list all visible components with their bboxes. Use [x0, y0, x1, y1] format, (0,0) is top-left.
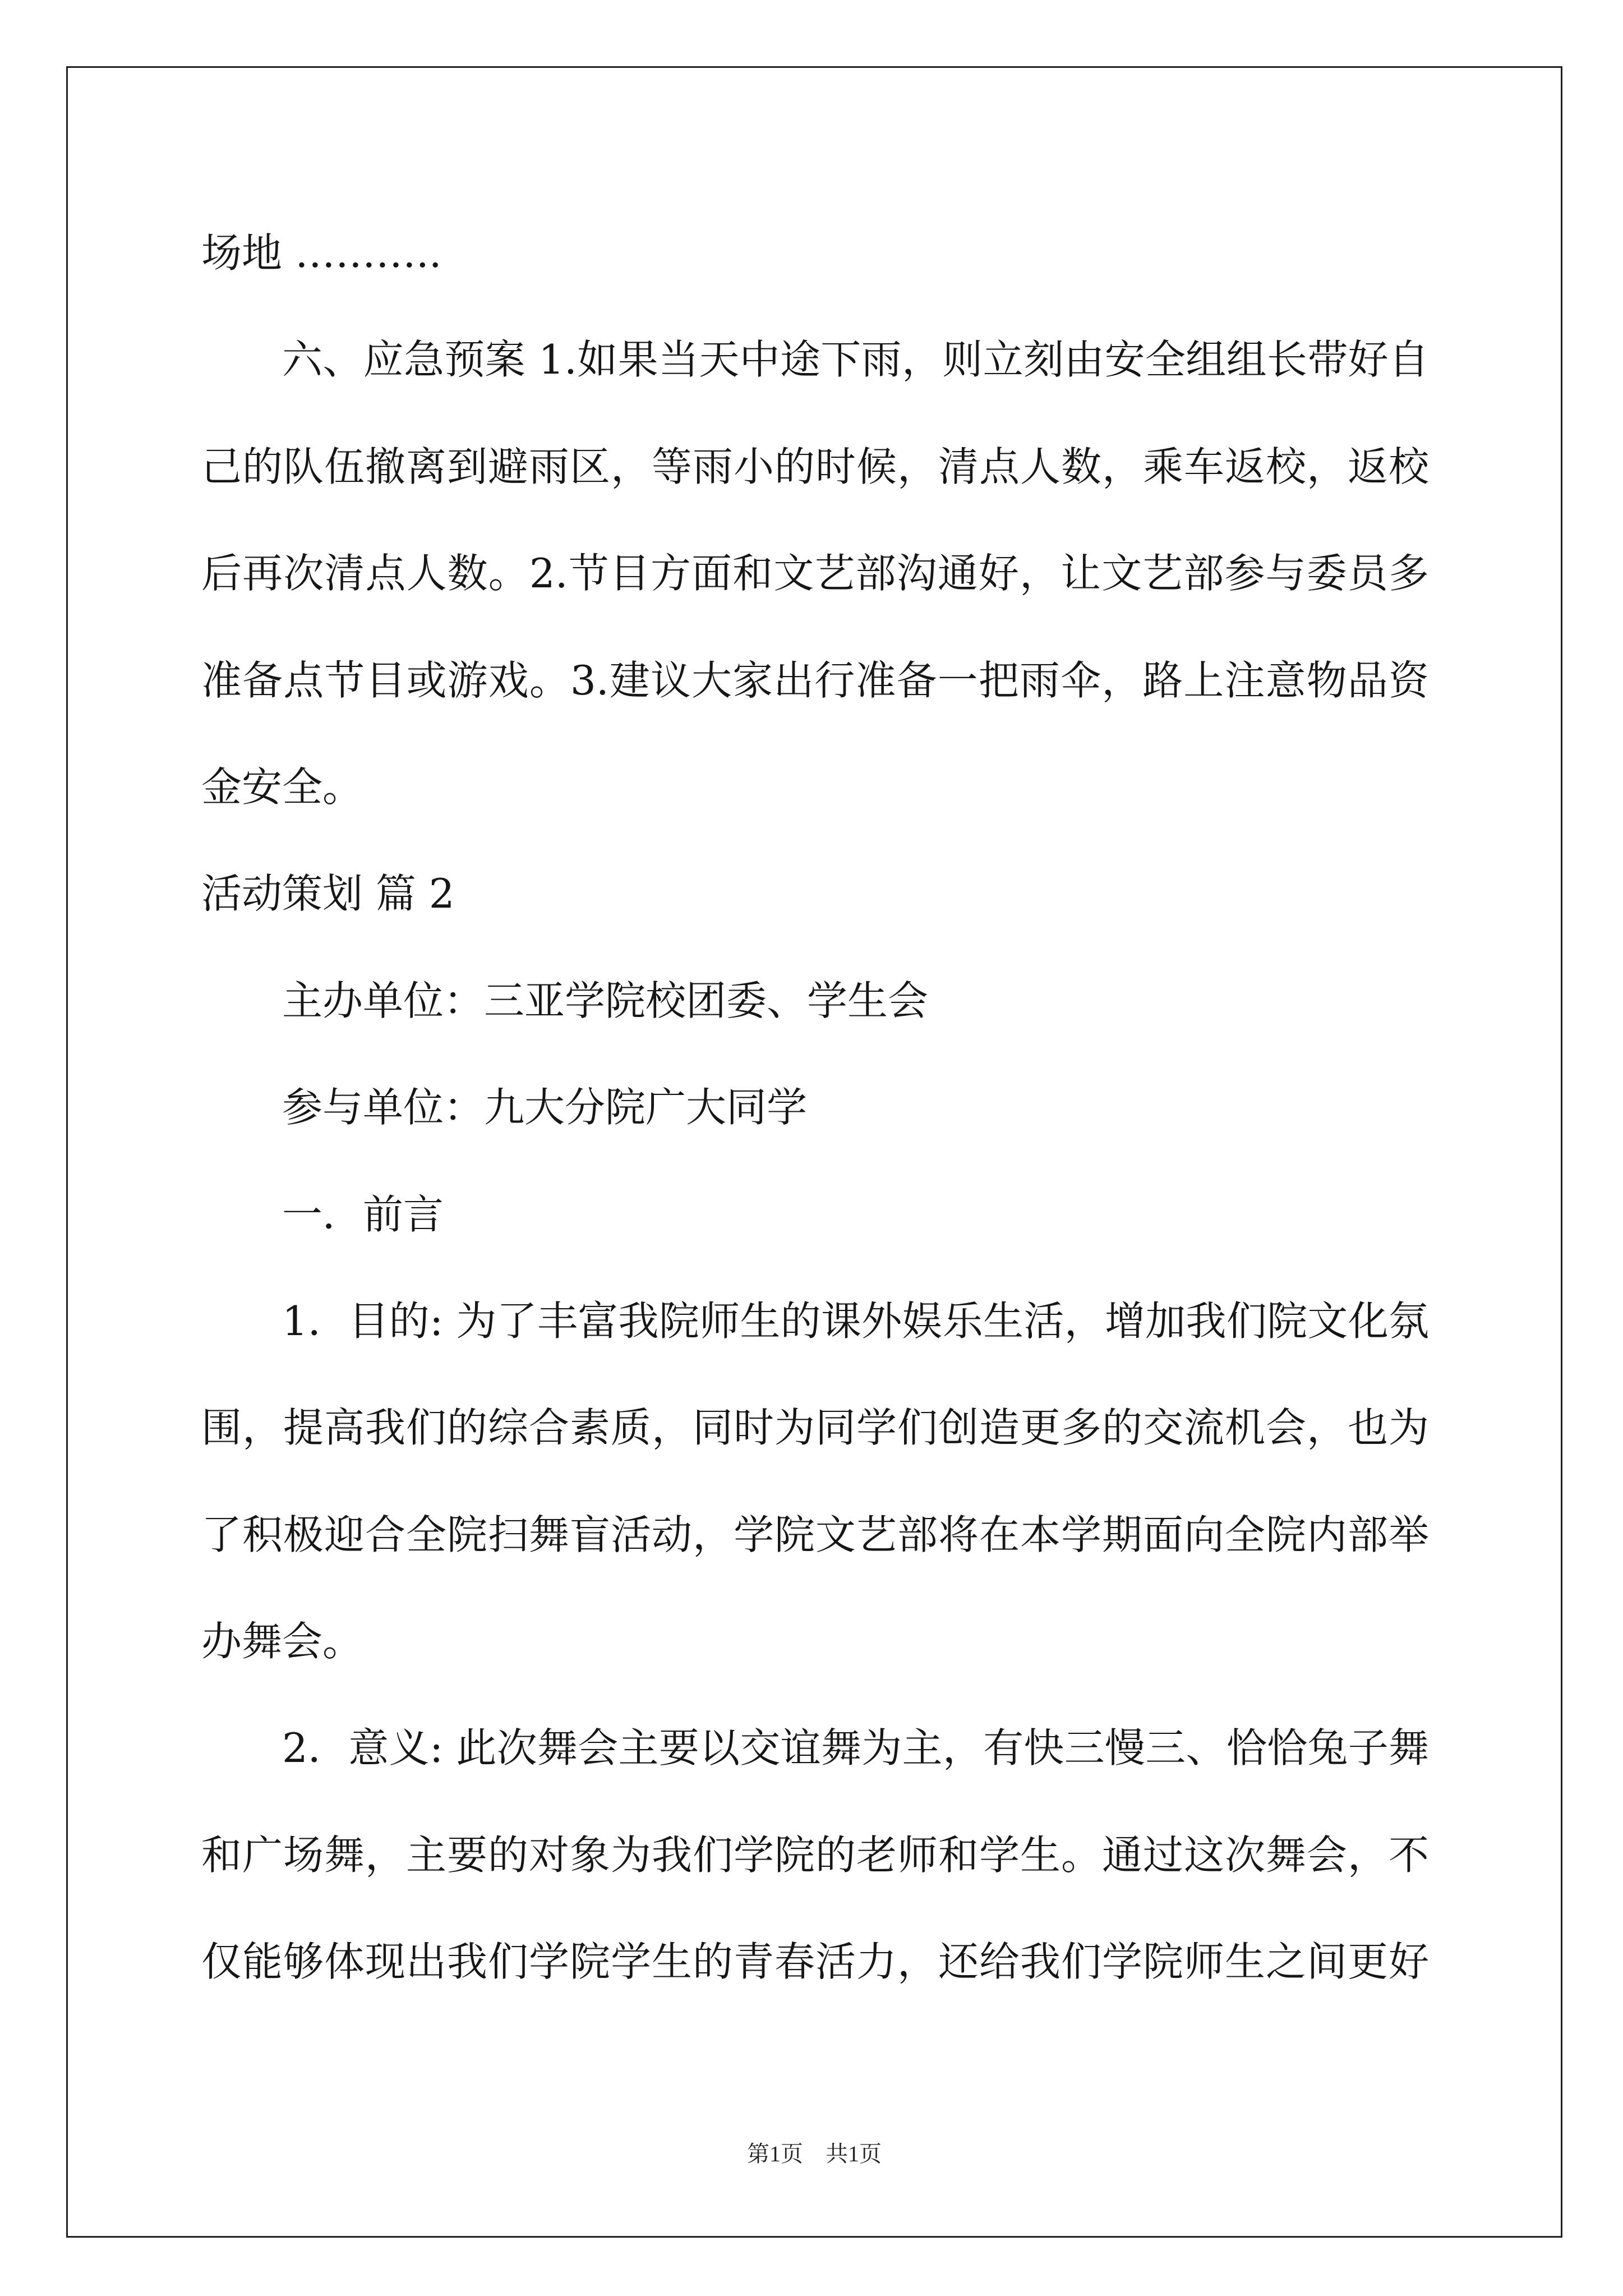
text-line: 仅能够体现出我们学院学生的青春活力，还给我们学院师生之间更好: [201, 1938, 1429, 1986]
text-line: 和广场舞，主要的对象为我们学院的老师和学生。通过这次舞会，不: [201, 1831, 1429, 1879]
paragraph-purpose: [201, 1268, 1429, 1695]
participants-line: 参与单位：九大分院广大同学: [282, 1084, 808, 1131]
preface-heading: 一．前言: [282, 1190, 444, 1238]
page-number: 第1页 共1页: [747, 2141, 882, 2166]
text-line: 场地 ………..: [201, 229, 442, 277]
text-line: 2．意义: 此次舞会主要以交谊舞为主，有快三慢三、恰恰兔子舞: [282, 1724, 1429, 1772]
document-body: [201, 200, 1429, 2016]
text-line: 了积极迎合全院扫舞盲活动，学院文艺部将在本学期面向全院内部举: [201, 1511, 1429, 1558]
text-line: 金安全。: [201, 763, 363, 811]
text-line: 六、应急预案 1.如果当天中途下雨，则立刻由安全组组长带好自: [282, 336, 1429, 384]
text-line: 己的队伍撤离到避雨区，等雨小的时候，清点人数，乘车返校，返校: [201, 443, 1429, 490]
organizer-line: 主办单位：三亚学院校团委、学生会: [282, 977, 929, 1024]
text-line: 准备点节目或游戏。3.建议大家出行准备一把雨伞，路上注意物品资: [201, 656, 1429, 704]
paragraph-significance: [201, 1695, 1429, 2015]
text-line: 围，提高我们的综合素质，同时为同学们创造更多的交流机会，也为: [201, 1404, 1429, 1452]
text-line: 后再次清点人数。2.节目方面和文艺部沟通好，让文艺部参与委员多: [201, 550, 1429, 597]
paragraph-emergency-plan: [201, 306, 1429, 840]
section-heading: 活动策划 篇 2: [201, 870, 455, 918]
text-line: 办舞会。: [201, 1618, 363, 1665]
page-footer: [66, 2138, 1562, 2170]
text-line: 1．目的: 为了丰富我院师生的课外娱乐生活，增加我们院文化氛: [282, 1297, 1429, 1345]
